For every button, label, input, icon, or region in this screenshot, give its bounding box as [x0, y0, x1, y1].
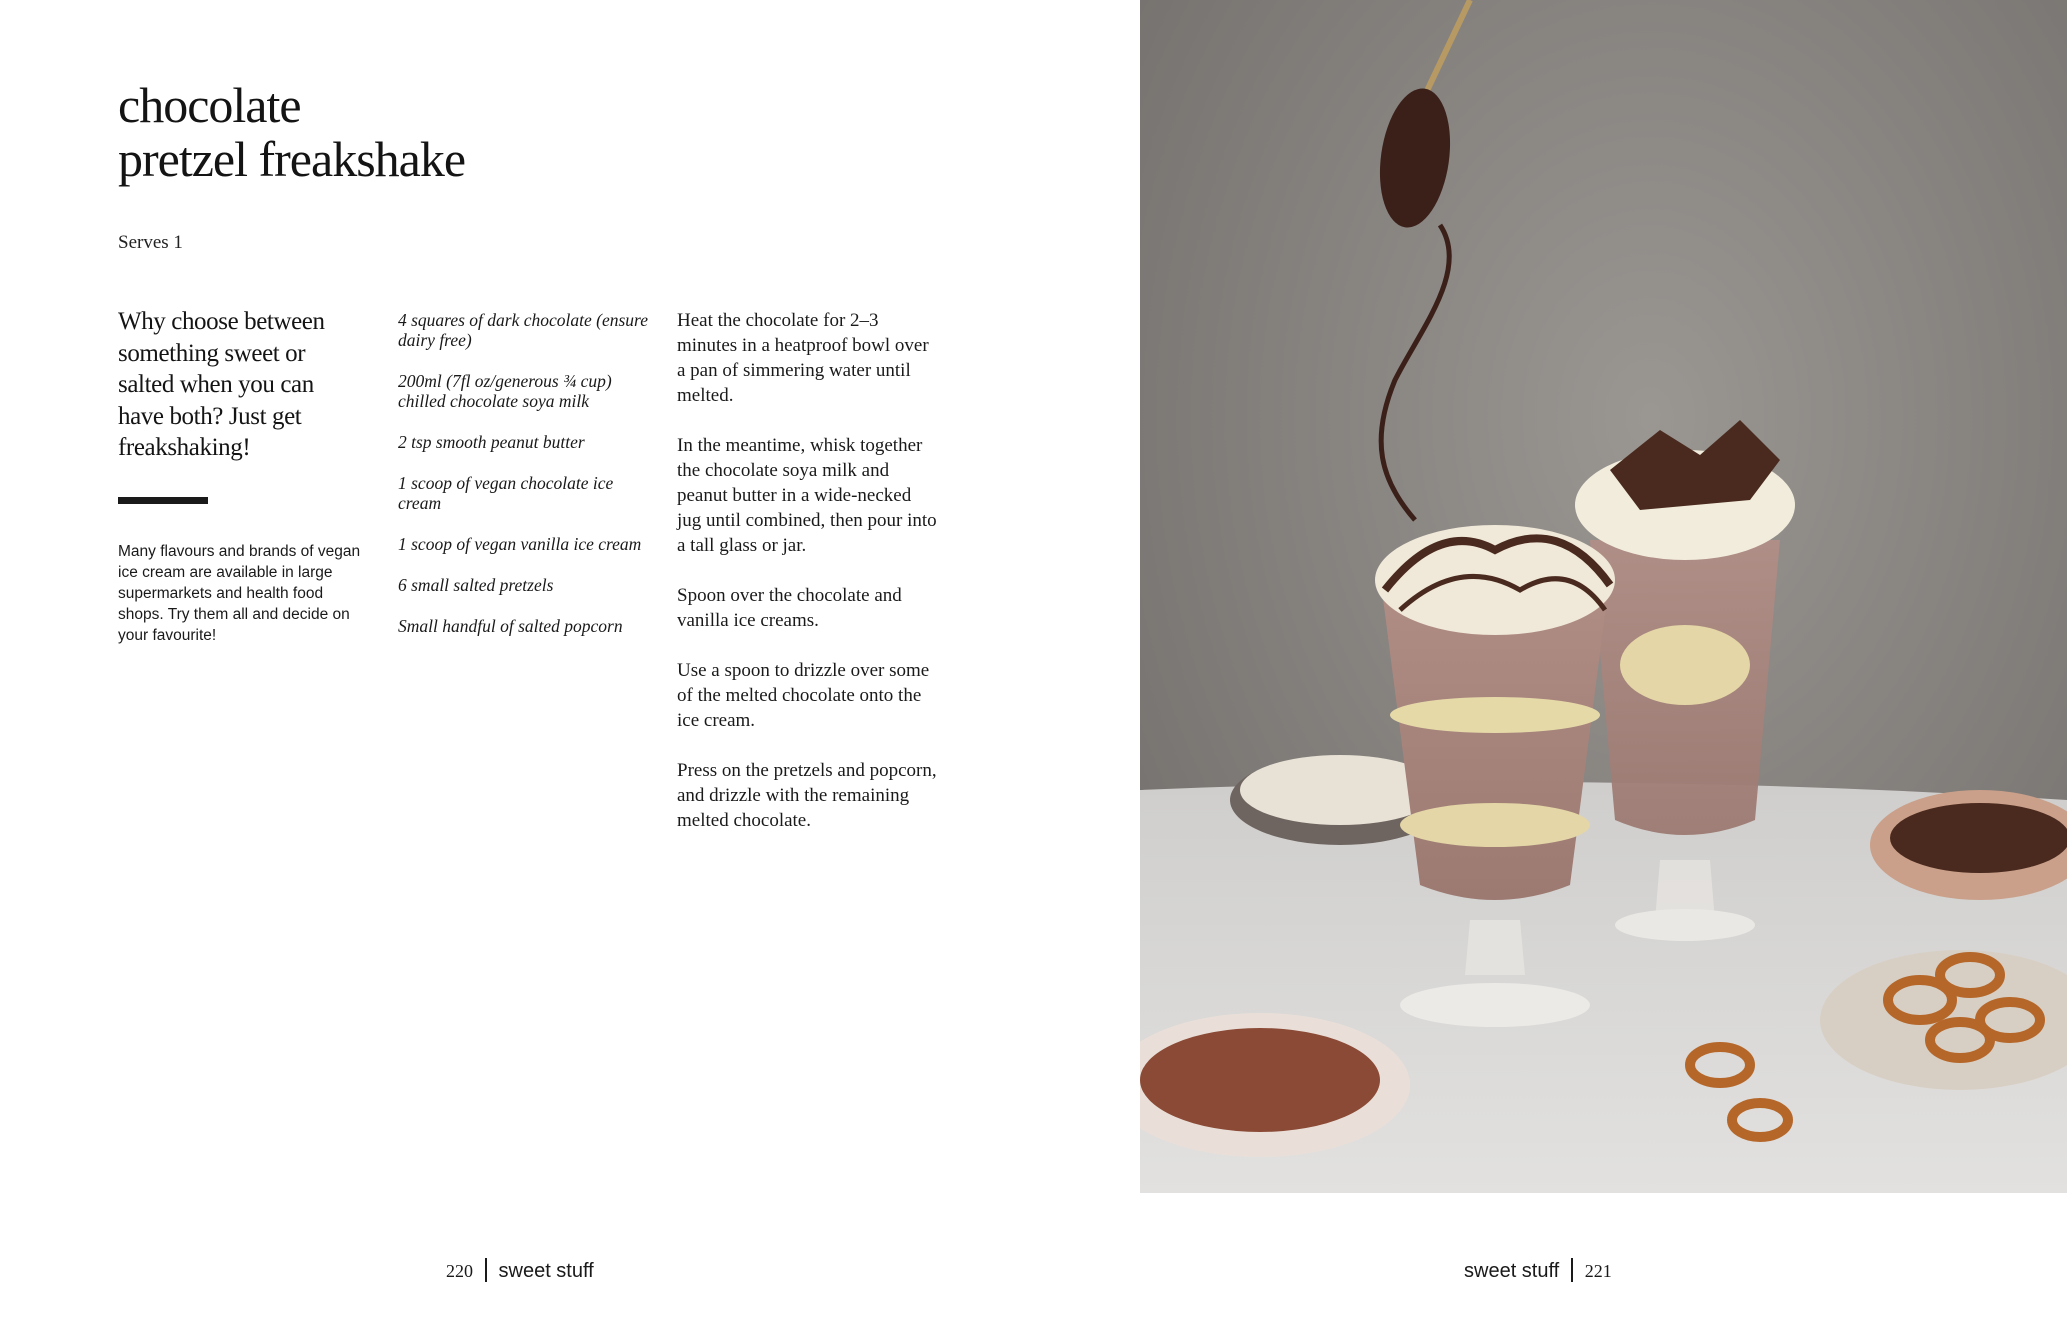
method-step: In the meantime, whisk together the chocolate soya milk and peanut butter in a wide-necked jug until combined, then pour into a tall glass or jar. [677, 435, 937, 556]
recipe-title [118, 78, 465, 186]
method-step: Press on the pretzels and popcorn, and drizzle with the remaining melted chocolate. [677, 760, 937, 831]
page-number-right: 221 [1584, 1261, 1612, 1281]
method-steps [677, 308, 937, 858]
footer-right [1464, 1258, 1612, 1283]
section-divider [118, 497, 208, 504]
ingredient-item: 200ml (7fl oz/generous ¾ cup) chilled chocolate soya milk [398, 371, 612, 411]
recipe-intro: Why choose between something sweet or salted when you can have both? Just get freakshaking! [118, 308, 325, 461]
recipe-tip: Many flavours and brands of vegan ice cream are available in large supermarkets and health food shops. Try them all and decide on your favourite! [118, 543, 361, 644]
recipe-title-line-2: pretzel freakshake [118, 131, 466, 187]
ingredient-item: 4 squares of dark chocolate (ensure dairy free) [398, 310, 648, 350]
ingredient-item: 1 scoop of vegan chocolate ice cream [398, 473, 614, 513]
section-name-left: sweet stuff [498, 1260, 594, 1282]
freakshake-illustration [1140, 0, 2067, 1193]
ingredient-item: 6 small salted pretzels [398, 575, 554, 595]
footer-left [446, 1258, 594, 1283]
recipe-title-line-1: chocolate [118, 77, 301, 133]
ingredient-item: 1 scoop of vegan vanilla ice cream [398, 534, 642, 554]
recipe-photo [1140, 0, 2067, 1193]
method-step: Spoon over the chocolate and vanilla ice creams. [677, 585, 902, 631]
method-step: Heat the chocolate for 2–3 minutes in a heatproof bowl over a pan of simmering water until melted. [677, 310, 929, 406]
page-number-left: 220 [446, 1261, 473, 1281]
footer-divider-right [1571, 1258, 1573, 1282]
ingredient-item: 2 tsp smooth peanut butter [398, 432, 585, 452]
footer-divider-left [485, 1258, 487, 1282]
section-name-right: sweet stuff [1464, 1260, 1560, 1282]
ingredient-item: Small handful of salted popcorn [398, 616, 623, 636]
method-step: Use a spoon to drizzle over some of the melted chocolate onto the ice cream. [677, 660, 930, 731]
ingredients-list [398, 310, 653, 657]
serves-label: Serves 1 [118, 232, 183, 253]
